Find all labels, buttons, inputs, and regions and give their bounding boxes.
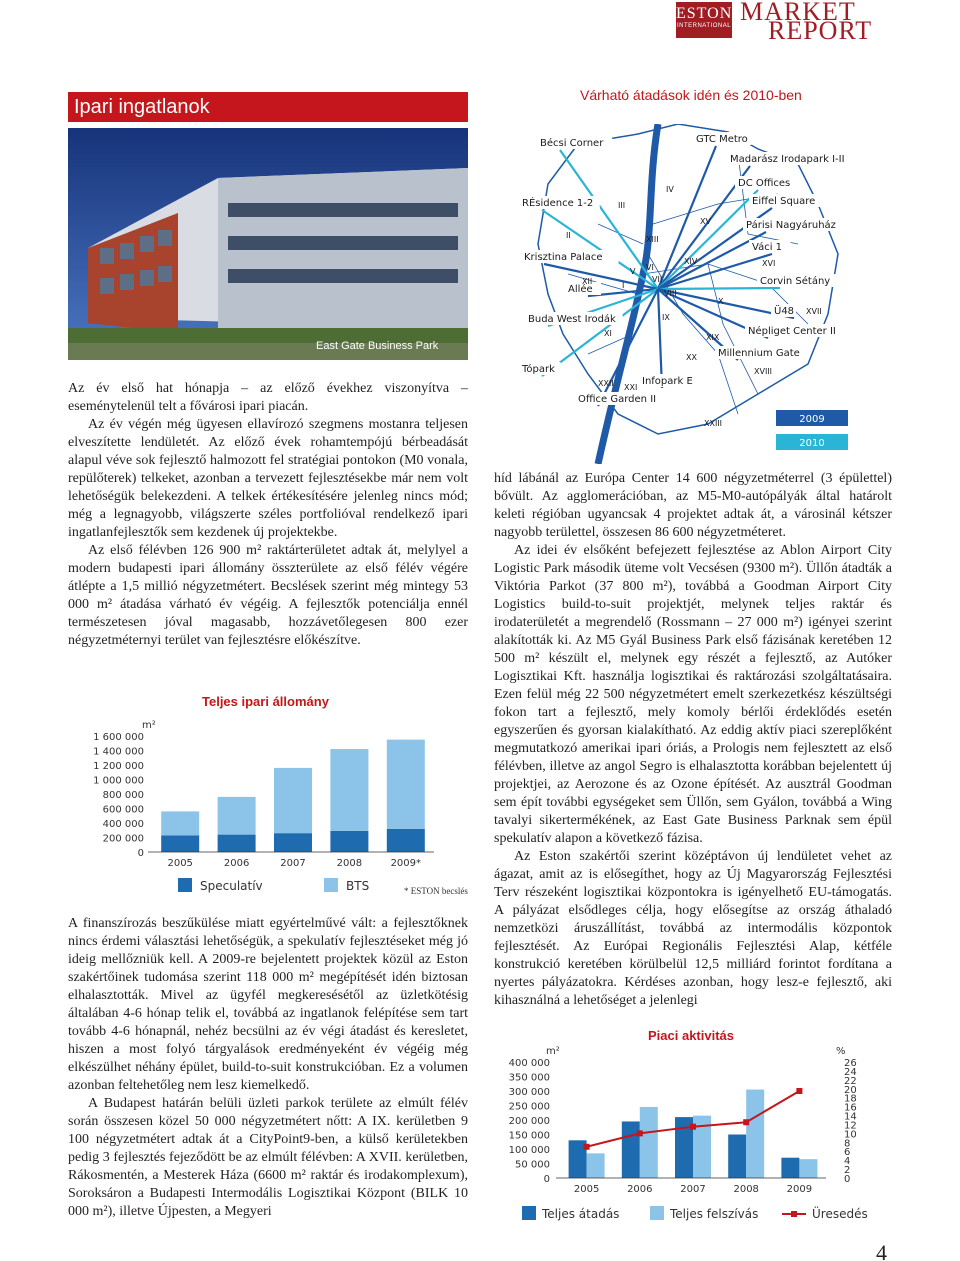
bar-speculatív <box>330 831 368 852</box>
district-label: II <box>566 231 571 240</box>
map-label: Tópark <box>522 364 555 375</box>
bar-teljes-felszívás <box>799 1159 817 1178</box>
y-tick-label-right: 20 <box>844 1084 857 1096</box>
district-label: VI <box>646 263 654 272</box>
district-label: IV <box>666 185 674 194</box>
y-tick-label-left: 250 000 <box>508 1101 550 1113</box>
y-tick-label: 1 000 000 <box>93 775 144 787</box>
y-tick-label-right: 12 <box>844 1120 857 1132</box>
x-tick-label: 2005 <box>573 1184 600 1195</box>
paragraph: Az idei év elsőként befejezett fejlesztése az Ablon Airport City Logistic Park második üteme volt Vecsésen (9300 m²). Üllőn átadták a Viktória Parkot (37 800 m²), továbbá a Goodman Airport City Logistics build-to-suit projektjét, melynek teljes raktár és irodaterületét a megrendelő (Rossmann – 27 000 m²) igényei szerint alakították ki. Az M5 Gyál Business Park első fázisának keretében 12 500 m² készült el, melynek egy részét a fejlesztő, az Autóker Logisztikai Kft. használja logisztikai és raktározási szolgáltatásaira. Ezen felül még 22 500 négyzetmétert emelt szerkezetkész készültségi fokon tart a fejlesztő, mely komoly bérlői érdeklődés esetén egyszerűen és gyorsan kialakítható. Az eddig aktív piaci szereplőként megmutatkozó amerikai ipari óriás, a Prologis nem fejlesztett az első félévben, illetve az angol Segro is elhalasztotta korábban bejelentett új projektjei, az Aerozone és az Ozone építését. Az ausztrál Goodman sem épít további egységeket sem Üllőn, sem Gyálon, továbbá a Wing tavalyi sikertermékének, az East Gate Business Parknak sem épül spekulatív alapon a következő fázisa. <box>494 543 892 846</box>
chart-title-market-activity: Piaci aktivitás <box>648 1028 734 1043</box>
y-tick-label: 1 400 000 <box>93 746 144 758</box>
x-tick-label: 2007 <box>680 1184 706 1195</box>
y-tick-label-left: 150 000 <box>508 1130 550 1142</box>
legend-swatch <box>650 1206 664 1220</box>
y-tick-label-right: 2 <box>844 1165 851 1177</box>
district-label: I <box>622 281 625 290</box>
x-tick-label: 2006 <box>627 1184 653 1195</box>
report-title <box>740 0 873 45</box>
report-title-line2: REPORT <box>768 16 873 45</box>
paragraph: Az év végén még ügyesen ellavírozó szegmens mostanra teljesen elveszítette lendületét. Az előző évek rohamtempójú bérbeadását alapul véve sok fejlesztő halmozott fel stratégiai pontokon (M0 vonala, repülőterek) telkeket, azonban a tervezett fejlesztésekbe már nem volt lehetőségük belekezdeni. A telkek értékesítésére jelenleg nincs mód; még a legnagyobb, világszerte széles portfolióval rendelkező ipari ingatlanfejlesztők sem kezdenek új projektekbe. <box>68 417 468 540</box>
map-label: Eiffel Square <box>752 196 816 207</box>
y-tick-label-left: 50 000 <box>515 1159 550 1171</box>
district-label: V <box>630 267 636 276</box>
bar-teljes-átadás <box>622 1121 640 1178</box>
bar-bts <box>274 768 312 833</box>
map-label: RÉsidence 1-2 <box>522 198 594 209</box>
total-stock-chart <box>74 712 474 902</box>
district-label: XVII <box>806 307 822 316</box>
chart1-note: * ESTON becslés <box>404 886 468 896</box>
map-label: Allée <box>568 284 593 295</box>
y-tick-label-right: 24 <box>844 1066 857 1078</box>
map-label: Office Garden II <box>578 394 657 405</box>
x-tick-label: 2009* <box>390 858 422 869</box>
map-label: Krisztina Palace <box>524 252 603 263</box>
left-column-bottom-text <box>68 915 468 1221</box>
legend-label: Speculatív <box>200 879 263 893</box>
district-label: XXII <box>598 379 614 388</box>
building-photo <box>68 128 468 360</box>
y-tick-label-right: 18 <box>844 1093 857 1105</box>
budapest-map <box>508 124 858 464</box>
paragraph: A finanszírozás beszűkülése miatt egyértelművé vált: a fejlesztőknek nincs érdemi választási lehetőségük, a spekulatív fejlesztéseket még jó ideig mellőzniük kell. A 2009-re bejelentett projektek közül az Eston szakértőinek tudomása szerint 118 000 m² megépítését idén biztosan elhalasztották. Mivel az ügyfél megkeresésétől az üzletkötésig általában 4-6 hónap telik el, továbbá az ingatlanok felépítése sem tart tovább 4-6 hónapnál, nehéz becsülni az év végi átadást és keresletet, hiszen a most folyó tárgyalások eredményeként év végéig még elkészülhet néhány épület, build-to-suit konstrukcióban. Ez a volumen azonban feltehetőleg nem lesz kiemelkedő. <box>68 916 468 1093</box>
y-tick-label-left: 200 000 <box>508 1116 550 1127</box>
district-label: XVI <box>762 259 776 268</box>
bar-speculatív <box>387 829 425 852</box>
district-label: VIII <box>664 289 677 298</box>
district-label: XXIII <box>704 419 723 428</box>
y-tick-label-right: 16 <box>844 1102 857 1114</box>
district-label: XX <box>686 353 697 362</box>
y-tick-label-right: 4 <box>844 1156 851 1168</box>
bar-teljes-felszívás <box>746 1090 764 1178</box>
legend-line-marker <box>791 1211 797 1217</box>
legend-2010-label: 2010 <box>799 438 825 449</box>
district-label: XIV <box>684 257 698 266</box>
district-label: VII <box>652 275 663 284</box>
y-tick-label-right: 14 <box>844 1111 857 1123</box>
legend-label: Teljes átadás <box>542 1207 620 1221</box>
district-label: XXI <box>624 383 638 392</box>
bar-speculatív <box>274 833 312 852</box>
bar-teljes-átadás <box>781 1158 799 1178</box>
district-label: XV <box>700 217 711 226</box>
y-tick-label: 600 000 <box>102 804 144 816</box>
legend-label: Teljes felszívás <box>670 1207 759 1221</box>
market-activity-chart <box>500 1040 880 1230</box>
map-title: Várható átadások idén és 2010-ben <box>580 87 802 103</box>
line-point <box>690 1124 696 1130</box>
legend-label: Üresedés <box>812 1207 868 1221</box>
y-tick-label-left: 0 <box>543 1174 550 1185</box>
bar-speculatív <box>218 835 256 852</box>
logo-main-text: ESTON <box>676 5 733 22</box>
line-point <box>584 1144 590 1150</box>
paragraph: Az első félévben 126 900 m² raktárterületet adtak át, melylyel a modern budapesti ipari állomány összterülete az első félév végére átlépte a 1,5 millió négyzetmétert. Becslések szerint még mintegy 53 000 m² átadása várható év végéig. A fejlesztők potenciálja ennél természetesen jóval magasabb, hozzávetőlegesen 800 ezer négyzetméternyi terület van fejlesztésre előkészítve. <box>68 543 468 648</box>
y-tick-label-right: 6 <box>844 1147 851 1159</box>
bar-bts <box>218 797 256 835</box>
x-tick-label: 2007 <box>280 858 306 869</box>
y-tick-label: 1 200 000 <box>93 761 144 772</box>
bar-teljes-átadás <box>728 1135 746 1179</box>
header <box>0 0 960 44</box>
chart2-unit-right: % <box>836 1046 846 1057</box>
y-tick-label-right: 26 <box>844 1058 857 1069</box>
y-tick-label-left: 350 000 <box>508 1072 550 1084</box>
y-tick-label: 800 000 <box>102 790 144 801</box>
map-label: Buda West Irodák <box>528 314 616 325</box>
eston-logo <box>676 2 732 38</box>
map-label: Corvin Sétány <box>760 276 831 287</box>
x-tick-label: 2006 <box>223 858 250 869</box>
district-label: XIII <box>646 235 659 244</box>
district-label: XI <box>604 329 612 338</box>
map-label: Párisi Nagyáruház <box>746 220 836 231</box>
map-label: Infopark E <box>642 376 693 387</box>
map-label: Népliget Center II <box>748 326 836 337</box>
legend-swatch <box>522 1206 536 1220</box>
left-column-top-text <box>68 380 468 650</box>
y-tick-label: 0 <box>137 848 144 859</box>
line-point <box>637 1130 643 1136</box>
x-tick-label: 2008 <box>733 1184 759 1195</box>
district-label: XIX <box>706 333 720 342</box>
y-tick-label-right: 8 <box>844 1138 851 1150</box>
bar-speculatív <box>161 835 199 852</box>
map-label: Bécsi Corner <box>540 138 604 149</box>
y-tick-label-left: 400 000 <box>508 1058 550 1069</box>
legend-swatch <box>178 878 192 892</box>
map-label: DC Offices <box>738 178 791 189</box>
paragraph: A Budapest határán belüli üzleti parkok területe az elmúlt félév során összesen közel 50 000 négyzetmétert nőtt: A IX. kerületben 9 100 négyzetmétert adtak át a CityPoint9-ben, a külső kerületekben pedig 3 fejlesztés fejeződött be az elmúlt félévben: A XVII. kerületben, Rákosmentén, a Mesterek Háza (6600 m² raktár és irodakomplexum), Soroksáron a Budapesti Intermodális Logisztikai Központ (BILK 10 000 m²), illetve Újpesten, a Megyeri <box>68 1096 468 1219</box>
district-label: IX <box>662 313 670 322</box>
bar-teljes-felszívás <box>587 1153 605 1178</box>
bar-bts <box>387 740 425 829</box>
photo-caption: East Gate Business Park <box>316 340 439 352</box>
map-label: GTC Metro <box>696 134 748 145</box>
legend-2009-label: 2009 <box>799 414 825 425</box>
bar-bts <box>161 811 199 835</box>
line-point <box>743 1119 749 1125</box>
chart2-unit-left: m² <box>546 1046 560 1057</box>
x-tick-label: 2008 <box>336 858 363 869</box>
paragraph: Az év első hat hónapja – az előző évekhez viszonyítva – eseménytelenül telt a fővárosi ipari piacán. <box>68 381 468 414</box>
district-label: III <box>618 201 626 210</box>
x-tick-label: 2005 <box>167 858 193 869</box>
x-tick-label: 2009 <box>786 1184 813 1195</box>
report-title-line1: MARKET <box>740 0 856 26</box>
right-column-text <box>494 470 892 1010</box>
section-title: Ipari ingatlanok <box>68 92 468 122</box>
chart1-unit: m² <box>142 720 156 731</box>
logo-sub-text: INTERNATIONAL <box>676 23 732 29</box>
map-label: Váci 1 <box>752 242 783 253</box>
y-tick-label: 200 000 <box>102 833 144 845</box>
bar-teljes-felszívás <box>640 1107 658 1178</box>
page-number: 4 <box>876 1240 887 1261</box>
y-tick-label-left: 100 000 <box>508 1145 550 1156</box>
map-label: Madarász Irodapark I-II <box>730 154 845 165</box>
line-point <box>796 1088 802 1094</box>
legend-label: BTS <box>346 879 370 893</box>
y-tick-label: 1 600 000 <box>93 732 144 743</box>
paragraph: híd lábánál az Európa Center 14 600 négyzetméterrel (3 épülettel) bővült. Az agglomerációban, az M5-M0-autópályák által határolt keleti régióban ugyancsak 4 projektet adtak át, a városinál kétszer nagyobb területtel, összesen 86 600 négyzetméteret. <box>494 471 892 540</box>
paragraph: Az Eston szakértői szerint középtávon új lendületet vehet az ágazat, amit az is elősegíthet, hogy az Új Magyarország Fejlesztési Terv részeként logisztikai központokra is igényelhető EU-támogatás. A pályázat elsődleges célja, hogy elősegítse az ország áthaladó nemzetközi áruszállítást, továbbá az intermodális központok fejlesztését. Az Európai Regionális Fejlesztési Alap, kétféle konstrukció keretében körülbelül 12,5 milliárd forintot fordítana a nyertes pályázatokra. Kérdéses azonban, hogy lesz-e fejlesztő, aki kihasználná a lehetőséget a jelenlegi <box>494 849 892 1008</box>
y-tick-label: 400 000 <box>102 819 144 830</box>
district-label: XII <box>582 277 593 286</box>
map-label: Millennium Gate <box>718 348 800 359</box>
district-label: XVIII <box>754 367 773 376</box>
district-label: X <box>718 297 724 306</box>
chart-title-total-stock: Teljes ipari állomány <box>202 694 329 709</box>
map-label: Ü48 <box>774 306 795 317</box>
legend-swatch <box>324 878 338 892</box>
bar-bts <box>330 749 368 831</box>
y-tick-label-right: 10 <box>844 1129 857 1141</box>
y-tick-label-left: 300 000 <box>508 1087 550 1098</box>
y-tick-label-right: 22 <box>844 1075 857 1087</box>
y-tick-label-right: 0 <box>844 1174 851 1185</box>
